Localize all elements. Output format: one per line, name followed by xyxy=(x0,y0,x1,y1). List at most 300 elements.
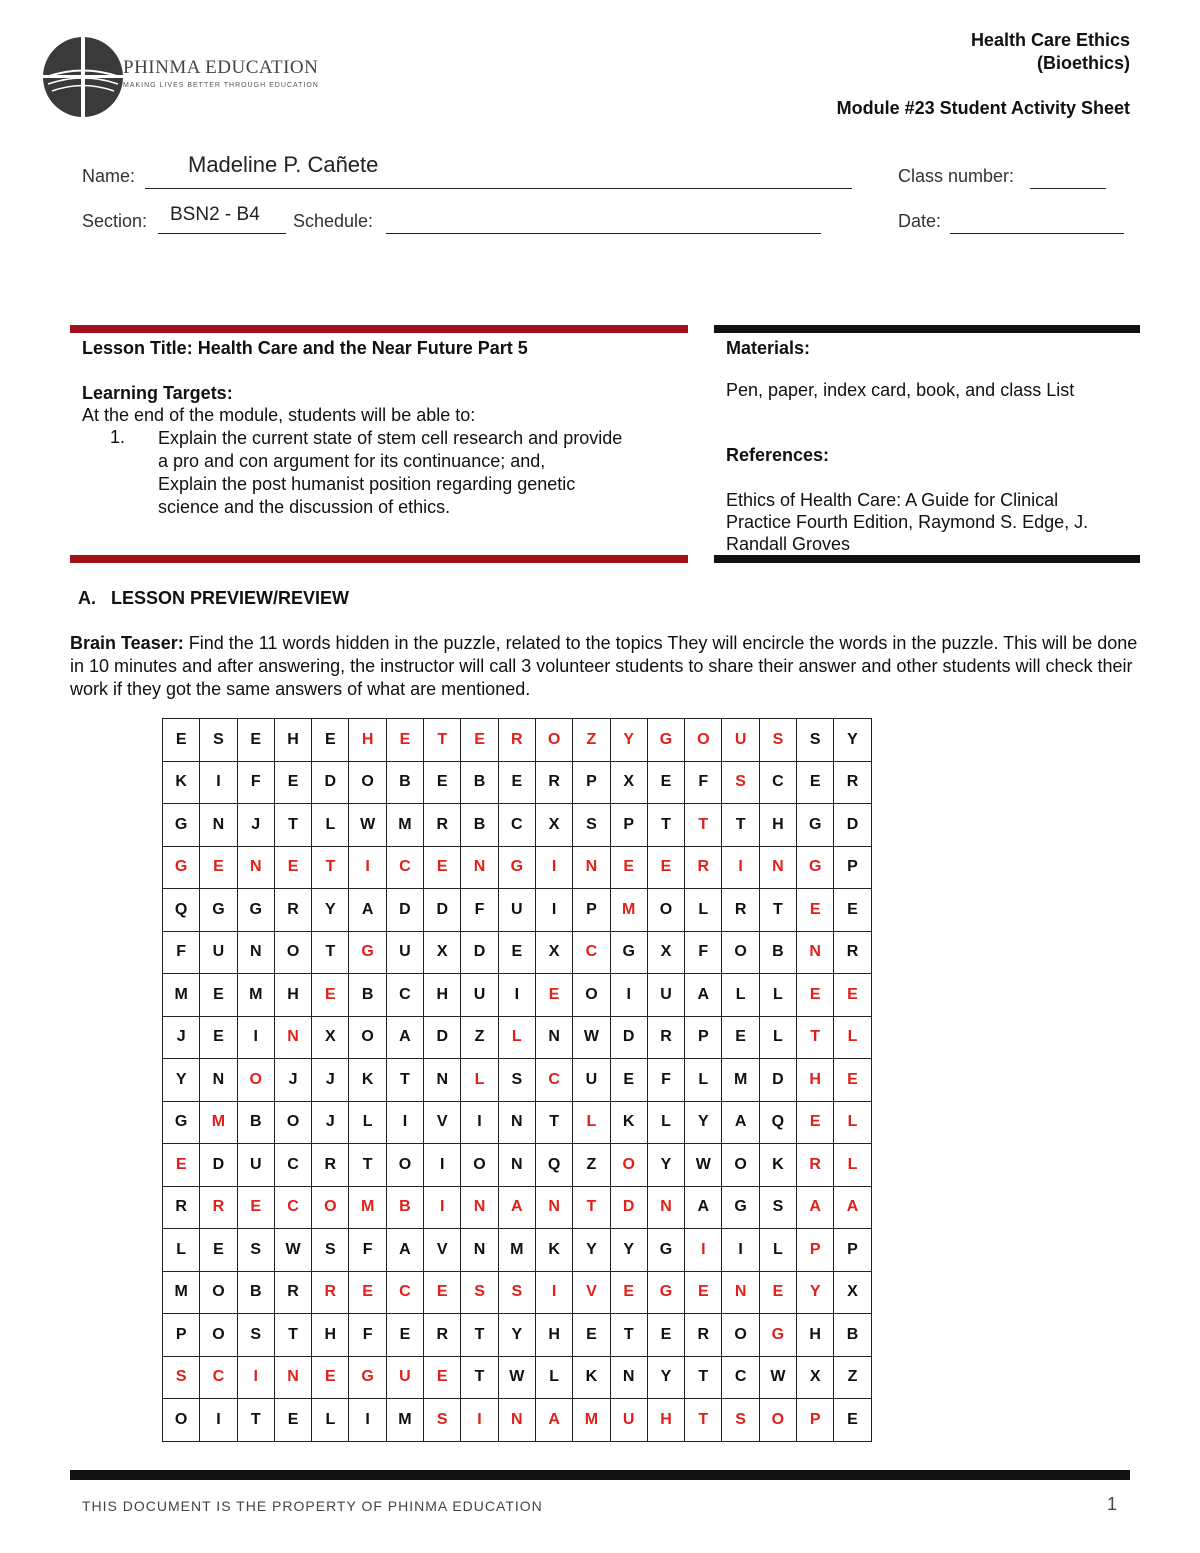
puzzle-cell[interactable]: N xyxy=(610,1356,647,1399)
puzzle-cell[interactable]: I xyxy=(237,1356,274,1399)
puzzle-cell[interactable]: U xyxy=(647,974,684,1017)
puzzle-cell[interactable]: U xyxy=(386,931,423,974)
puzzle-cell[interactable]: N xyxy=(797,931,834,974)
puzzle-cell[interactable]: O xyxy=(722,1144,759,1187)
puzzle-cell[interactable]: E xyxy=(647,1314,684,1357)
puzzle-cell[interactable]: C xyxy=(535,1059,572,1102)
puzzle-cell[interactable]: Y xyxy=(312,889,349,932)
puzzle-cell[interactable]: T xyxy=(461,1356,498,1399)
puzzle-cell[interactable]: E xyxy=(573,1314,610,1357)
puzzle-cell[interactable]: O xyxy=(200,1314,237,1357)
puzzle-cell[interactable]: E xyxy=(274,846,311,889)
puzzle-cell[interactable]: I xyxy=(200,1399,237,1442)
puzzle-cell[interactable]: M xyxy=(200,1101,237,1144)
puzzle-cell[interactable]: Y xyxy=(610,719,647,762)
puzzle-cell[interactable]: A xyxy=(535,1399,572,1442)
puzzle-cell[interactable]: E xyxy=(386,719,423,762)
puzzle-cell[interactable]: D xyxy=(461,931,498,974)
puzzle-cell[interactable]: R xyxy=(535,761,572,804)
puzzle-cell[interactable]: T xyxy=(274,1314,311,1357)
puzzle-cell[interactable]: E xyxy=(200,974,237,1017)
puzzle-cell[interactable]: D xyxy=(610,1186,647,1229)
puzzle-cell[interactable]: I xyxy=(424,1144,461,1187)
puzzle-cell[interactable]: E xyxy=(797,974,834,1017)
puzzle-cell[interactable]: R xyxy=(722,889,759,932)
puzzle-cell[interactable]: O xyxy=(163,1399,200,1442)
puzzle-cell[interactable]: F xyxy=(685,931,722,974)
puzzle-cell[interactable]: S xyxy=(759,1186,796,1229)
puzzle-cell[interactable]: E xyxy=(610,1271,647,1314)
puzzle-cell[interactable]: R xyxy=(424,1314,461,1357)
puzzle-cell[interactable]: E xyxy=(237,1186,274,1229)
puzzle-cell[interactable]: K xyxy=(349,1059,386,1102)
puzzle-cell[interactable]: R xyxy=(647,1016,684,1059)
puzzle-cell[interactable]: R xyxy=(312,1271,349,1314)
puzzle-cell[interactable]: I xyxy=(610,974,647,1017)
puzzle-cell[interactable]: B xyxy=(386,761,423,804)
puzzle-cell[interactable]: O xyxy=(573,974,610,1017)
puzzle-cell[interactable]: T xyxy=(573,1186,610,1229)
puzzle-cell[interactable]: S xyxy=(237,1229,274,1272)
puzzle-cell[interactable]: C xyxy=(386,974,423,1017)
puzzle-cell[interactable]: E xyxy=(312,1356,349,1399)
puzzle-cell[interactable]: I xyxy=(498,974,535,1017)
puzzle-cell[interactable]: V xyxy=(573,1271,610,1314)
puzzle-cell[interactable]: E xyxy=(461,719,498,762)
puzzle-cell[interactable]: E xyxy=(685,1271,722,1314)
puzzle-cell[interactable]: L xyxy=(759,974,796,1017)
puzzle-cell[interactable]: S xyxy=(498,1271,535,1314)
puzzle-cell[interactable]: I xyxy=(461,1101,498,1144)
puzzle-cell[interactable]: J xyxy=(237,804,274,847)
puzzle-cell[interactable]: F xyxy=(461,889,498,932)
puzzle-cell[interactable]: E xyxy=(274,1399,311,1442)
puzzle-cell[interactable]: E xyxy=(610,846,647,889)
puzzle-cell[interactable]: O xyxy=(461,1144,498,1187)
puzzle-cell[interactable]: X xyxy=(834,1271,871,1314)
puzzle-cell[interactable]: E xyxy=(200,1016,237,1059)
puzzle-cell[interactable]: W xyxy=(573,1016,610,1059)
puzzle-cell[interactable]: R xyxy=(797,1144,834,1187)
puzzle-cell[interactable]: T xyxy=(535,1101,572,1144)
puzzle-cell[interactable]: E xyxy=(797,889,834,932)
puzzle-cell[interactable]: I xyxy=(200,761,237,804)
puzzle-cell[interactable]: V xyxy=(424,1229,461,1272)
puzzle-cell[interactable]: A xyxy=(386,1016,423,1059)
puzzle-cell[interactable]: G xyxy=(200,889,237,932)
puzzle-cell[interactable]: G xyxy=(797,846,834,889)
puzzle-cell[interactable]: Y xyxy=(647,1144,684,1187)
puzzle-cell[interactable]: D xyxy=(759,1059,796,1102)
puzzle-cell[interactable]: W xyxy=(349,804,386,847)
puzzle-cell[interactable]: A xyxy=(685,1186,722,1229)
puzzle-cell[interactable]: R xyxy=(163,1186,200,1229)
puzzle-cell[interactable]: B xyxy=(759,931,796,974)
puzzle-cell[interactable]: Q xyxy=(163,889,200,932)
puzzle-cell[interactable]: L xyxy=(349,1101,386,1144)
puzzle-cell[interactable]: I xyxy=(722,846,759,889)
puzzle-cell[interactable]: L xyxy=(647,1101,684,1144)
puzzle-cell[interactable]: D xyxy=(834,804,871,847)
puzzle-cell[interactable]: E xyxy=(647,761,684,804)
puzzle-cell[interactable]: N xyxy=(274,1356,311,1399)
puzzle-cell[interactable]: H xyxy=(274,974,311,1017)
puzzle-cell[interactable]: T xyxy=(685,804,722,847)
puzzle-cell[interactable]: Q xyxy=(535,1144,572,1187)
puzzle-cell[interactable]: S xyxy=(461,1271,498,1314)
puzzle-cell[interactable]: W xyxy=(274,1229,311,1272)
puzzle-cell[interactable]: X xyxy=(647,931,684,974)
class-number-field[interactable] xyxy=(1030,166,1106,189)
puzzle-cell[interactable]: P xyxy=(610,804,647,847)
puzzle-cell[interactable]: X xyxy=(797,1356,834,1399)
puzzle-cell[interactable]: G xyxy=(647,719,684,762)
puzzle-cell[interactable]: X xyxy=(535,931,572,974)
puzzle-cell[interactable]: U xyxy=(573,1059,610,1102)
puzzle-cell[interactable]: S xyxy=(573,804,610,847)
puzzle-cell[interactable]: G xyxy=(647,1229,684,1272)
puzzle-cell[interactable]: O xyxy=(685,719,722,762)
puzzle-cell[interactable]: Y xyxy=(573,1229,610,1272)
puzzle-cell[interactable]: Y xyxy=(834,719,871,762)
puzzle-cell[interactable]: E xyxy=(834,974,871,1017)
puzzle-cell[interactable]: E xyxy=(610,1059,647,1102)
puzzle-cell[interactable]: T xyxy=(237,1399,274,1442)
puzzle-cell[interactable]: O xyxy=(535,719,572,762)
puzzle-cell[interactable]: B xyxy=(461,804,498,847)
puzzle-cell[interactable]: L xyxy=(722,974,759,1017)
puzzle-cell[interactable]: G xyxy=(759,1314,796,1357)
puzzle-cell[interactable]: D xyxy=(386,889,423,932)
puzzle-cell[interactable]: Y xyxy=(685,1101,722,1144)
puzzle-cell[interactable]: G xyxy=(349,931,386,974)
puzzle-cell[interactable]: Y xyxy=(498,1314,535,1357)
puzzle-cell[interactable]: B xyxy=(237,1101,274,1144)
puzzle-cell[interactable]: B xyxy=(349,974,386,1017)
puzzle-cell[interactable]: E xyxy=(312,719,349,762)
puzzle-cell[interactable]: N xyxy=(722,1271,759,1314)
puzzle-cell[interactable]: E xyxy=(834,1059,871,1102)
puzzle-cell[interactable]: L xyxy=(759,1016,796,1059)
puzzle-cell[interactable]: H xyxy=(535,1314,572,1357)
puzzle-cell[interactable]: O xyxy=(722,931,759,974)
puzzle-cell[interactable]: H xyxy=(759,804,796,847)
puzzle-cell[interactable]: F xyxy=(349,1314,386,1357)
puzzle-cell[interactable]: N xyxy=(461,1229,498,1272)
puzzle-cell[interactable]: D xyxy=(200,1144,237,1187)
puzzle-cell[interactable]: O xyxy=(610,1144,647,1187)
puzzle-cell[interactable]: N xyxy=(461,846,498,889)
puzzle-cell[interactable]: R xyxy=(834,761,871,804)
puzzle-cell[interactable]: W xyxy=(759,1356,796,1399)
puzzle-cell[interactable]: O xyxy=(274,1101,311,1144)
puzzle-cell[interactable]: G xyxy=(498,846,535,889)
puzzle-cell[interactable]: E xyxy=(722,1016,759,1059)
puzzle-cell[interactable]: L xyxy=(834,1016,871,1059)
puzzle-cell[interactable]: E xyxy=(200,846,237,889)
puzzle-cell[interactable]: T xyxy=(610,1314,647,1357)
puzzle-cell[interactable]: E xyxy=(312,974,349,1017)
puzzle-cell[interactable]: H xyxy=(647,1399,684,1442)
puzzle-cell[interactable]: U xyxy=(498,889,535,932)
puzzle-cell[interactable]: O xyxy=(349,1016,386,1059)
puzzle-cell[interactable]: E xyxy=(759,1271,796,1314)
puzzle-cell[interactable]: H xyxy=(424,974,461,1017)
puzzle-cell[interactable]: N xyxy=(498,1399,535,1442)
puzzle-cell[interactable]: E xyxy=(498,931,535,974)
puzzle-cell[interactable]: T xyxy=(722,804,759,847)
puzzle-cell[interactable]: S xyxy=(237,1314,274,1357)
puzzle-cell[interactable]: N xyxy=(237,931,274,974)
puzzle-cell[interactable]: H xyxy=(312,1314,349,1357)
puzzle-cell[interactable]: Y xyxy=(610,1229,647,1272)
puzzle-cell[interactable]: N xyxy=(535,1016,572,1059)
puzzle-cell[interactable]: L xyxy=(685,889,722,932)
puzzle-cell[interactable]: R xyxy=(498,719,535,762)
puzzle-cell[interactable]: S xyxy=(163,1356,200,1399)
puzzle-cell[interactable]: M xyxy=(722,1059,759,1102)
puzzle-cell[interactable]: G xyxy=(610,931,647,974)
puzzle-cell[interactable]: Y xyxy=(647,1356,684,1399)
puzzle-cell[interactable]: L xyxy=(685,1059,722,1102)
puzzle-cell[interactable]: N xyxy=(647,1186,684,1229)
puzzle-cell[interactable]: D xyxy=(424,889,461,932)
puzzle-cell[interactable]: L xyxy=(834,1101,871,1144)
puzzle-cell[interactable]: C xyxy=(274,1144,311,1187)
puzzle-cell[interactable]: Z xyxy=(834,1356,871,1399)
puzzle-cell[interactable]: W xyxy=(685,1144,722,1187)
puzzle-cell[interactable]: S xyxy=(759,719,796,762)
puzzle-cell[interactable]: U xyxy=(722,719,759,762)
puzzle-cell[interactable]: Z xyxy=(461,1016,498,1059)
puzzle-cell[interactable]: R xyxy=(424,804,461,847)
puzzle-cell[interactable]: L xyxy=(163,1229,200,1272)
puzzle-cell[interactable]: G xyxy=(349,1356,386,1399)
puzzle-cell[interactable]: S xyxy=(312,1229,349,1272)
puzzle-cell[interactable]: E xyxy=(163,719,200,762)
puzzle-cell[interactable]: X xyxy=(312,1016,349,1059)
puzzle-cell[interactable]: G xyxy=(647,1271,684,1314)
puzzle-cell[interactable]: A xyxy=(349,889,386,932)
puzzle-cell[interactable]: K xyxy=(759,1144,796,1187)
puzzle-cell[interactable]: E xyxy=(834,889,871,932)
puzzle-cell[interactable]: E xyxy=(424,1356,461,1399)
puzzle-cell[interactable]: K xyxy=(573,1356,610,1399)
puzzle-cell[interactable]: N xyxy=(498,1144,535,1187)
puzzle-cell[interactable]: N xyxy=(461,1186,498,1229)
puzzle-cell[interactable]: T xyxy=(312,846,349,889)
puzzle-cell[interactable]: Y xyxy=(163,1059,200,1102)
puzzle-cell[interactable]: N xyxy=(237,846,274,889)
puzzle-cell[interactable]: I xyxy=(722,1229,759,1272)
puzzle-cell[interactable]: T xyxy=(349,1144,386,1187)
puzzle-cell[interactable]: J xyxy=(274,1059,311,1102)
puzzle-cell[interactable]: F xyxy=(685,761,722,804)
puzzle-cell[interactable]: J xyxy=(163,1016,200,1059)
puzzle-cell[interactable]: T xyxy=(685,1356,722,1399)
puzzle-cell[interactable]: T xyxy=(797,1016,834,1059)
puzzle-cell[interactable]: G xyxy=(237,889,274,932)
puzzle-cell[interactable]: P xyxy=(797,1229,834,1272)
puzzle-cell[interactable]: S xyxy=(797,719,834,762)
puzzle-cell[interactable]: S xyxy=(498,1059,535,1102)
puzzle-cell[interactable]: E xyxy=(797,1101,834,1144)
puzzle-cell[interactable]: E xyxy=(237,719,274,762)
puzzle-cell[interactable]: N xyxy=(200,1059,237,1102)
puzzle-cell[interactable]: F xyxy=(349,1229,386,1272)
puzzle-cell[interactable]: D xyxy=(312,761,349,804)
puzzle-cell[interactable]: G xyxy=(163,804,200,847)
puzzle-cell[interactable]: M xyxy=(386,804,423,847)
puzzle-cell[interactable]: F xyxy=(237,761,274,804)
puzzle-cell[interactable]: H xyxy=(797,1314,834,1357)
puzzle-cell[interactable]: O xyxy=(759,1399,796,1442)
puzzle-cell[interactable]: T xyxy=(424,719,461,762)
puzzle-cell[interactable]: L xyxy=(573,1101,610,1144)
puzzle-cell[interactable]: H xyxy=(349,719,386,762)
puzzle-cell[interactable]: L xyxy=(461,1059,498,1102)
puzzle-cell[interactable]: I xyxy=(349,846,386,889)
puzzle-cell[interactable]: T xyxy=(461,1314,498,1357)
puzzle-cell[interactable]: A xyxy=(498,1186,535,1229)
puzzle-cell[interactable]: P xyxy=(685,1016,722,1059)
puzzle-cell[interactable]: K xyxy=(610,1101,647,1144)
puzzle-cell[interactable]: G xyxy=(163,846,200,889)
puzzle-cell[interactable]: C xyxy=(200,1356,237,1399)
puzzle-cell[interactable]: L xyxy=(312,804,349,847)
puzzle-cell[interactable]: M xyxy=(498,1229,535,1272)
puzzle-cell[interactable]: G xyxy=(797,804,834,847)
puzzle-cell[interactable]: R xyxy=(834,931,871,974)
puzzle-cell[interactable]: A xyxy=(797,1186,834,1229)
puzzle-cell[interactable]: P xyxy=(573,761,610,804)
puzzle-cell[interactable]: Z xyxy=(573,1144,610,1187)
puzzle-cell[interactable]: N xyxy=(424,1059,461,1102)
puzzle-cell[interactable]: C xyxy=(386,846,423,889)
puzzle-cell[interactable]: G xyxy=(163,1101,200,1144)
puzzle-cell[interactable]: Q xyxy=(759,1101,796,1144)
puzzle-cell[interactable]: E xyxy=(535,974,572,1017)
puzzle-cell[interactable]: L xyxy=(535,1356,572,1399)
puzzle-cell[interactable]: T xyxy=(685,1399,722,1442)
puzzle-cell[interactable]: I xyxy=(349,1399,386,1442)
puzzle-cell[interactable]: V xyxy=(424,1101,461,1144)
puzzle-cell[interactable]: E xyxy=(647,846,684,889)
puzzle-cell[interactable]: M xyxy=(163,1271,200,1314)
puzzle-cell[interactable]: T xyxy=(274,804,311,847)
schedule-field[interactable] xyxy=(386,211,821,234)
puzzle-cell[interactable]: L xyxy=(498,1016,535,1059)
puzzle-cell[interactable]: E xyxy=(834,1399,871,1442)
puzzle-cell[interactable]: C xyxy=(386,1271,423,1314)
puzzle-cell[interactable]: M xyxy=(386,1399,423,1442)
puzzle-cell[interactable]: O xyxy=(274,931,311,974)
puzzle-cell[interactable]: N xyxy=(573,846,610,889)
puzzle-cell[interactable]: L xyxy=(312,1399,349,1442)
puzzle-cell[interactable]: X xyxy=(424,931,461,974)
puzzle-cell[interactable]: E xyxy=(424,846,461,889)
puzzle-cell[interactable]: O xyxy=(237,1059,274,1102)
puzzle-cell[interactable]: E xyxy=(386,1314,423,1357)
puzzle-cell[interactable]: I xyxy=(424,1186,461,1229)
puzzle-cell[interactable]: M xyxy=(163,974,200,1017)
puzzle-cell[interactable]: P xyxy=(834,1229,871,1272)
puzzle-cell[interactable]: C xyxy=(722,1356,759,1399)
puzzle-cell[interactable]: C xyxy=(498,804,535,847)
puzzle-cell[interactable]: N xyxy=(274,1016,311,1059)
puzzle-cell[interactable]: E xyxy=(349,1271,386,1314)
puzzle-cell[interactable]: U xyxy=(461,974,498,1017)
puzzle-cell[interactable]: B xyxy=(461,761,498,804)
puzzle-cell[interactable]: I xyxy=(685,1229,722,1272)
puzzle-cell[interactable]: S xyxy=(722,761,759,804)
puzzle-cell[interactable]: A xyxy=(386,1229,423,1272)
puzzle-cell[interactable]: D xyxy=(424,1016,461,1059)
puzzle-cell[interactable]: K xyxy=(535,1229,572,1272)
date-field[interactable] xyxy=(950,211,1124,234)
puzzle-cell[interactable]: C xyxy=(274,1186,311,1229)
puzzle-cell[interactable]: T xyxy=(647,804,684,847)
puzzle-cell[interactable]: O xyxy=(722,1314,759,1357)
puzzle-cell[interactable]: T xyxy=(386,1059,423,1102)
puzzle-cell[interactable]: M xyxy=(349,1186,386,1229)
puzzle-cell[interactable]: U xyxy=(610,1399,647,1442)
puzzle-cell[interactable]: F xyxy=(647,1059,684,1102)
puzzle-cell[interactable]: I xyxy=(535,1271,572,1314)
puzzle-cell[interactable]: A xyxy=(834,1186,871,1229)
puzzle-cell[interactable]: R xyxy=(685,846,722,889)
puzzle-cell[interactable]: X xyxy=(535,804,572,847)
puzzle-cell[interactable]: B xyxy=(237,1271,274,1314)
puzzle-cell[interactable]: I xyxy=(237,1016,274,1059)
puzzle-cell[interactable]: H xyxy=(274,719,311,762)
puzzle-cell[interactable]: R xyxy=(685,1314,722,1357)
puzzle-cell[interactable]: J xyxy=(312,1101,349,1144)
puzzle-cell[interactable]: E xyxy=(424,1271,461,1314)
puzzle-cell[interactable]: C xyxy=(759,761,796,804)
puzzle-cell[interactable]: T xyxy=(759,889,796,932)
puzzle-cell[interactable]: E xyxy=(274,761,311,804)
puzzle-cell[interactable]: T xyxy=(312,931,349,974)
puzzle-cell[interactable]: R xyxy=(200,1186,237,1229)
puzzle-cell[interactable]: B xyxy=(386,1186,423,1229)
puzzle-cell[interactable]: R xyxy=(312,1144,349,1187)
puzzle-cell[interactable]: G xyxy=(722,1186,759,1229)
puzzle-cell[interactable]: P xyxy=(163,1314,200,1357)
puzzle-cell[interactable]: E xyxy=(163,1144,200,1187)
puzzle-cell[interactable]: Z xyxy=(573,719,610,762)
puzzle-cell[interactable]: N xyxy=(498,1101,535,1144)
puzzle-cell[interactable]: P xyxy=(573,889,610,932)
puzzle-cell[interactable]: R xyxy=(274,1271,311,1314)
puzzle-cell[interactable]: B xyxy=(834,1314,871,1357)
puzzle-cell[interactable]: I xyxy=(535,846,572,889)
puzzle-cell[interactable]: A xyxy=(722,1101,759,1144)
puzzle-cell[interactable]: N xyxy=(535,1186,572,1229)
puzzle-cell[interactable]: E xyxy=(498,761,535,804)
puzzle-cell[interactable]: X xyxy=(610,761,647,804)
puzzle-cell[interactable]: U xyxy=(386,1356,423,1399)
puzzle-cell[interactable]: N xyxy=(200,804,237,847)
puzzle-cell[interactable]: W xyxy=(498,1356,535,1399)
puzzle-cell[interactable]: O xyxy=(647,889,684,932)
puzzle-cell[interactable]: E xyxy=(200,1229,237,1272)
puzzle-cell[interactable]: U xyxy=(237,1144,274,1187)
puzzle-cell[interactable]: L xyxy=(759,1229,796,1272)
puzzle-cell[interactable]: D xyxy=(610,1016,647,1059)
puzzle-cell[interactable]: S xyxy=(722,1399,759,1442)
puzzle-cell[interactable]: A xyxy=(685,974,722,1017)
